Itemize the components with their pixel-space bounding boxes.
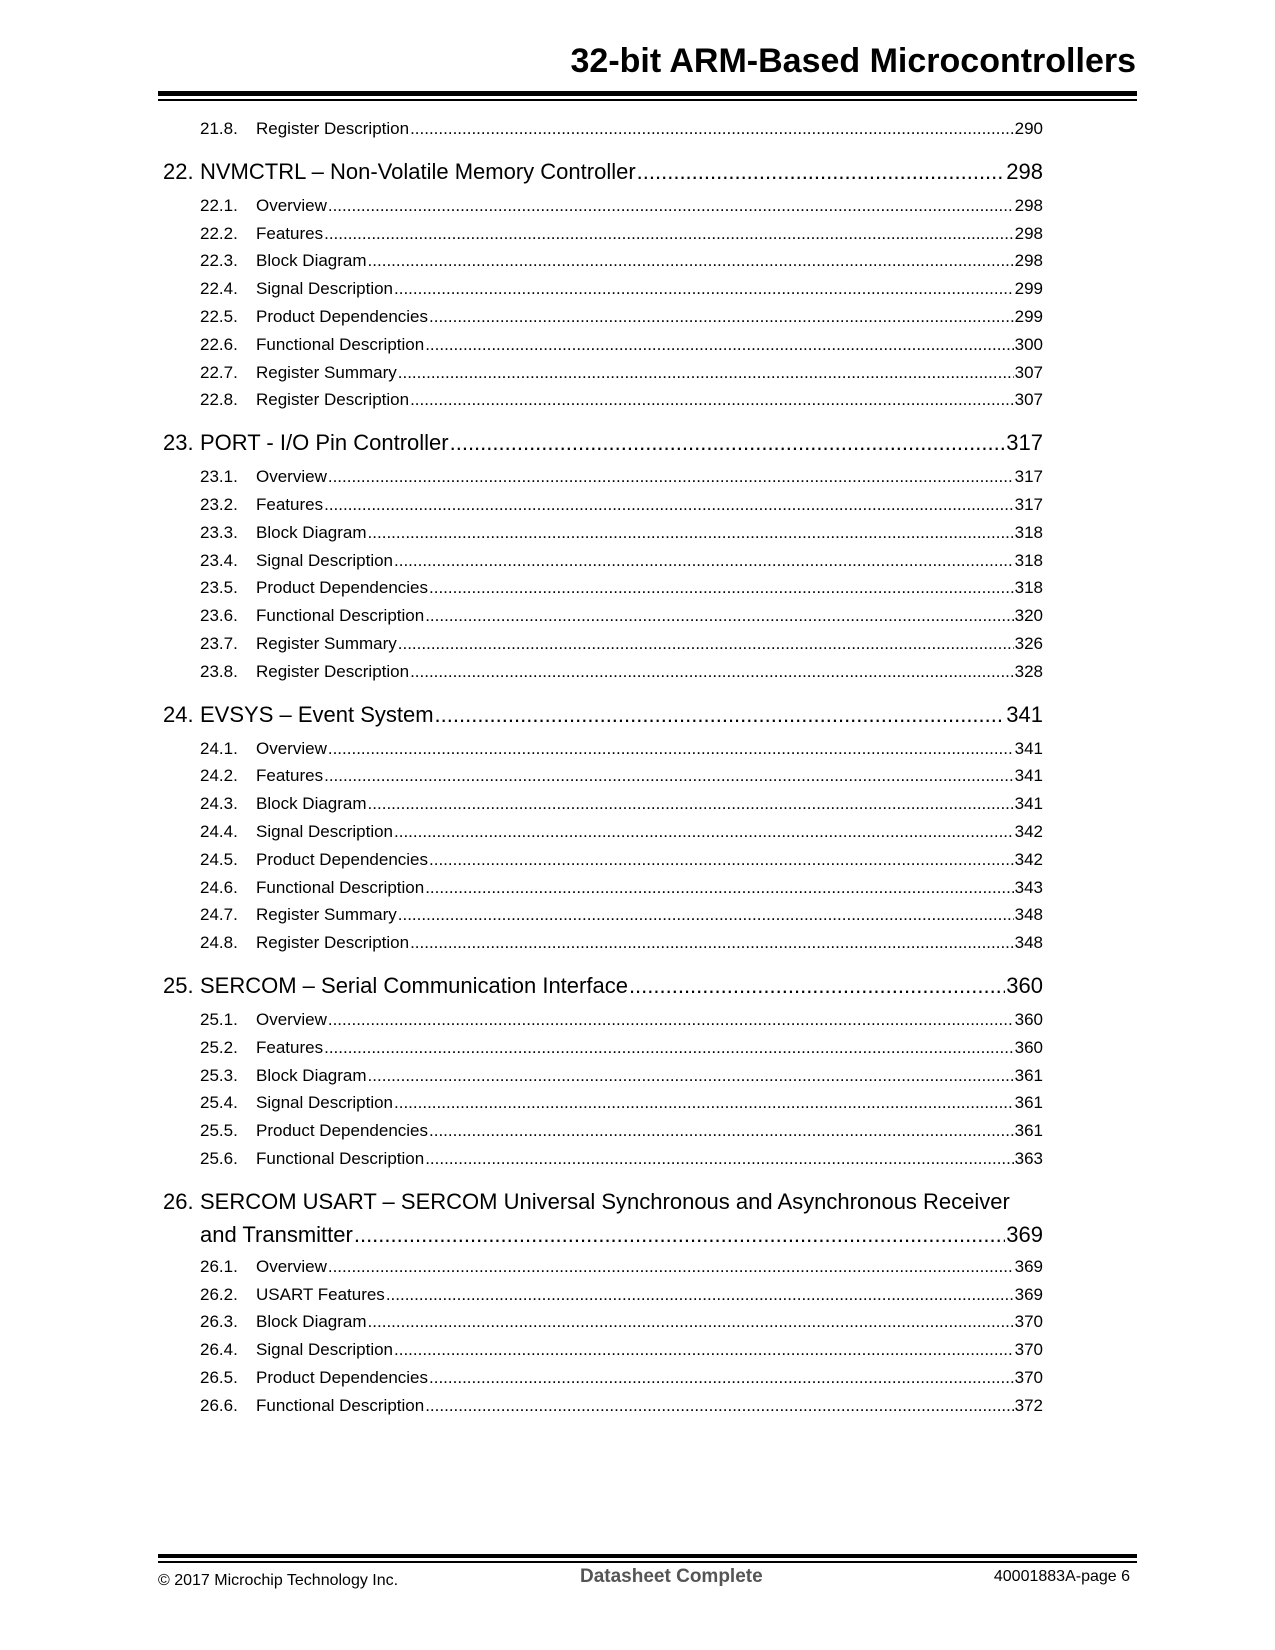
toc-entry-page: 317 bbox=[1014, 494, 1043, 514]
dot-leader bbox=[410, 119, 1014, 139]
toc-entry-number: 22.7. bbox=[200, 362, 238, 382]
dot-leader bbox=[450, 430, 1006, 456]
toc-entry-page: 341 bbox=[1014, 738, 1043, 758]
toc-entry-page: 298 bbox=[1014, 223, 1043, 243]
dot-leader bbox=[394, 279, 1014, 299]
toc-entry-page: 318 bbox=[1014, 578, 1043, 598]
toc-chapter-number: 23. bbox=[163, 430, 194, 456]
toc-chapter-page: 298 bbox=[1006, 158, 1043, 184]
toc-entry-number: 22.6. bbox=[200, 334, 238, 354]
toc-entry-page: 318 bbox=[1014, 522, 1043, 542]
toc-entry-number: 22.2. bbox=[200, 223, 238, 243]
toc-entry[interactable] bbox=[163, 495, 1043, 523]
toc-entry[interactable] bbox=[163, 766, 1043, 794]
toc-entry[interactable] bbox=[163, 363, 1043, 391]
toc-entry-title: Product Dependencies bbox=[256, 306, 429, 326]
dot-leader bbox=[429, 850, 1014, 870]
toc-entry-number: 25.5. bbox=[200, 1121, 238, 1141]
toc-entry-title: Block Diagram bbox=[256, 794, 367, 814]
dot-leader bbox=[425, 606, 1013, 626]
toc-entry-title: Features bbox=[256, 1037, 324, 1057]
toc-entry-number: 24.1. bbox=[200, 738, 238, 758]
toc-entry-number: 23.3. bbox=[200, 522, 238, 542]
toc-entry-number: 23.7. bbox=[200, 633, 238, 653]
toc-entry-title: Register Description bbox=[256, 390, 410, 410]
toc-entry-21-8[interactable] bbox=[163, 119, 1043, 147]
toc-entry[interactable] bbox=[163, 739, 1043, 767]
dot-leader bbox=[328, 467, 1014, 487]
toc-entry-title: Functional Description bbox=[256, 1395, 425, 1415]
dot-leader bbox=[429, 1121, 1014, 1141]
footer-document-status: Datasheet Complete bbox=[580, 1566, 763, 1587]
toc-entry-number: 25.6. bbox=[200, 1148, 238, 1168]
toc-entry-page: 361 bbox=[1014, 1093, 1043, 1113]
toc-entry-title: Signal Description bbox=[256, 279, 394, 299]
toc-chapter-number: 24. bbox=[163, 701, 194, 727]
toc-entry[interactable] bbox=[163, 1368, 1043, 1396]
toc-entry[interactable] bbox=[163, 1010, 1043, 1038]
toc-entry-title: Signal Description bbox=[256, 550, 394, 570]
dot-leader bbox=[386, 1285, 1014, 1305]
dot-leader bbox=[328, 739, 1014, 759]
dot-leader bbox=[324, 766, 1014, 786]
dot-leader bbox=[324, 495, 1014, 515]
toc-entry-page: 343 bbox=[1014, 877, 1043, 897]
toc-entry-number: 23.2. bbox=[200, 494, 238, 514]
toc-entry-title: Register Description bbox=[256, 661, 410, 681]
toc-entry[interactable] bbox=[163, 1257, 1043, 1285]
toc-entry-page: 298 bbox=[1014, 251, 1043, 271]
toc-entry[interactable] bbox=[163, 933, 1043, 961]
toc-entry-title: Block Diagram bbox=[256, 522, 367, 542]
toc-entry-page: 342 bbox=[1014, 821, 1043, 841]
toc-entry-title: Overview bbox=[256, 1256, 327, 1276]
toc-entry-number: 24.6. bbox=[200, 877, 238, 897]
toc-chapter-page: 317 bbox=[1006, 430, 1043, 456]
toc-entry[interactable] bbox=[163, 1149, 1043, 1177]
toc-entry[interactable] bbox=[163, 523, 1043, 551]
toc-entry[interactable] bbox=[163, 1121, 1043, 1149]
toc-entry-title: Functional Description bbox=[256, 1148, 425, 1168]
toc-entry-page: 299 bbox=[1014, 306, 1043, 326]
toc-entry-number: 22.5. bbox=[200, 306, 238, 326]
toc-entry-page: 370 bbox=[1014, 1340, 1043, 1360]
toc-entry-title: Overview bbox=[256, 467, 327, 487]
toc-entry-page: 298 bbox=[1014, 195, 1043, 215]
dot-leader bbox=[398, 905, 1014, 925]
dot-leader bbox=[368, 251, 1014, 271]
toc-entry-number: 24.4. bbox=[200, 821, 238, 841]
toc-entry[interactable] bbox=[163, 878, 1043, 906]
toc-entry-title: Block Diagram bbox=[256, 251, 367, 271]
toc-entry-page: 360 bbox=[1014, 1009, 1043, 1029]
toc-entry-title: Signal Description bbox=[256, 1340, 394, 1360]
toc-entry-title: Register Summary bbox=[256, 905, 397, 925]
toc-entry-title: Product Dependencies bbox=[256, 1367, 429, 1387]
toc-entry-title: Product Dependencies bbox=[256, 1121, 429, 1141]
toc-entry[interactable] bbox=[163, 390, 1043, 418]
dot-leader bbox=[410, 390, 1014, 410]
toc-entry[interactable] bbox=[163, 905, 1043, 933]
toc-entry-page: 317 bbox=[1014, 467, 1043, 487]
toc-entry-number: 26.5. bbox=[200, 1367, 238, 1387]
dot-leader bbox=[425, 1149, 1013, 1169]
toc-chapter-title: PORT - I/O Pin Controller bbox=[200, 430, 449, 456]
toc-chapter-title-continued: and Transmitter bbox=[200, 1221, 353, 1247]
toc-chapter-23[interactable] bbox=[163, 430, 1043, 467]
toc-entry-number: 24.5. bbox=[200, 849, 238, 869]
toc-entry-title: Signal Description bbox=[256, 821, 394, 841]
dot-leader bbox=[354, 1222, 1005, 1248]
toc-entry-number: 23.6. bbox=[200, 606, 238, 626]
toc-entry-number: 26.3. bbox=[200, 1312, 238, 1332]
dot-leader bbox=[324, 1038, 1014, 1058]
toc-entry-number: 26.2. bbox=[200, 1284, 238, 1304]
toc-entry-number: 26.4. bbox=[200, 1340, 238, 1360]
dot-leader bbox=[629, 973, 1005, 999]
dot-leader bbox=[394, 822, 1014, 842]
toc-entry-number: 25.3. bbox=[200, 1065, 238, 1085]
toc-entry-title: Signal Description bbox=[256, 1093, 394, 1113]
toc-entry-title: Functional Description bbox=[256, 606, 425, 626]
toc-entry[interactable] bbox=[163, 662, 1043, 690]
toc-entry-number: 22.4. bbox=[200, 279, 238, 299]
toc-entry-page: 342 bbox=[1014, 849, 1043, 869]
toc-entry-page: 307 bbox=[1014, 362, 1043, 382]
toc-entry-title: Features bbox=[256, 223, 324, 243]
toc-entry-page: 326 bbox=[1014, 633, 1043, 653]
toc-chapter-number: 22. bbox=[163, 158, 194, 184]
toc-entry-page: 300 bbox=[1014, 334, 1043, 354]
toc-entry-page: 341 bbox=[1014, 794, 1043, 814]
dot-leader bbox=[328, 1010, 1014, 1030]
dot-leader bbox=[435, 702, 1006, 728]
toc-entry-title: Overview bbox=[256, 195, 327, 215]
toc-entry[interactable] bbox=[163, 1312, 1043, 1340]
toc-entry-title: Register Summary bbox=[256, 633, 397, 653]
footer-copyright: © 2017 Microchip Technology Inc. bbox=[158, 1572, 399, 1589]
toc-entry[interactable] bbox=[163, 1340, 1043, 1368]
toc-chapter-number: 26. bbox=[163, 1188, 194, 1214]
toc-entry-page: 372 bbox=[1014, 1395, 1043, 1415]
toc-entry-page: 369 bbox=[1014, 1256, 1043, 1276]
toc-chapter-page: 360 bbox=[1006, 972, 1043, 998]
toc-entry-page: 341 bbox=[1014, 766, 1043, 786]
toc-entry-title: Product Dependencies bbox=[256, 578, 429, 598]
toc-entry-page: 363 bbox=[1014, 1148, 1043, 1168]
toc-entry-title: Features bbox=[256, 494, 324, 514]
toc-entry-page: 361 bbox=[1014, 1121, 1043, 1141]
toc-entry[interactable] bbox=[163, 1396, 1043, 1424]
toc-entry-page: 370 bbox=[1014, 1312, 1043, 1332]
header-rule-thin bbox=[158, 99, 1137, 101]
toc-entry[interactable] bbox=[163, 307, 1043, 335]
dot-leader bbox=[425, 878, 1013, 898]
dot-leader bbox=[410, 662, 1014, 682]
toc-entry-page: 318 bbox=[1014, 550, 1043, 570]
toc-entry-number: 25.1. bbox=[200, 1009, 238, 1029]
dot-leader bbox=[398, 634, 1014, 654]
toc-entry-page: 360 bbox=[1014, 1037, 1043, 1057]
toc-chapter-number: 25. bbox=[163, 972, 194, 998]
toc-chapter-title: SERCOM – Serial Communication Interface bbox=[200, 972, 628, 998]
dot-leader bbox=[429, 578, 1014, 598]
toc-entry-number: 24.8. bbox=[200, 933, 238, 953]
toc-entry-page: 320 bbox=[1014, 606, 1043, 626]
toc-entry-title: Functional Description bbox=[256, 877, 425, 897]
toc-entry[interactable] bbox=[163, 1066, 1043, 1094]
toc-entry[interactable] bbox=[163, 551, 1043, 579]
toc-chapter-title: NVMCTRL – Non-Volatile Memory Controller bbox=[200, 158, 636, 184]
dot-leader bbox=[324, 224, 1014, 244]
toc-entry-number: 21.8. bbox=[200, 119, 238, 138]
toc-entry[interactable] bbox=[163, 606, 1043, 634]
dot-leader bbox=[429, 307, 1014, 327]
toc-entry[interactable] bbox=[163, 822, 1043, 850]
toc-entry-page: 370 bbox=[1014, 1367, 1043, 1387]
toc-entry-number: 25.4. bbox=[200, 1093, 238, 1113]
toc-entry-number: 26.6. bbox=[200, 1395, 238, 1415]
dot-leader bbox=[394, 1093, 1014, 1113]
toc-entry-number: 25.2. bbox=[200, 1037, 238, 1057]
toc-entry[interactable] bbox=[163, 634, 1043, 662]
toc-entry-page: 290 bbox=[1014, 119, 1043, 138]
dot-leader bbox=[429, 1368, 1014, 1388]
dot-leader bbox=[394, 1340, 1014, 1360]
toc-entry[interactable] bbox=[163, 224, 1043, 252]
dot-leader bbox=[398, 363, 1014, 383]
document-title: 32-bit ARM-Based Microcontrollers bbox=[570, 42, 1136, 80]
toc-entry-title: Block Diagram bbox=[256, 1065, 367, 1085]
toc-entry-number: 24.3. bbox=[200, 794, 238, 814]
toc-entry-title: Block Diagram bbox=[256, 1312, 367, 1332]
toc-entry-title: Overview bbox=[256, 1009, 327, 1029]
toc-entry-title: Features bbox=[256, 766, 324, 786]
dot-leader bbox=[410, 933, 1014, 953]
footer-rule-thick bbox=[158, 1554, 1137, 1558]
toc-entry[interactable] bbox=[163, 279, 1043, 307]
toc-entry-page: 348 bbox=[1014, 933, 1043, 953]
dot-leader bbox=[328, 196, 1014, 216]
toc-entry[interactable] bbox=[163, 196, 1043, 224]
toc-entry[interactable] bbox=[163, 1093, 1043, 1121]
dot-leader bbox=[394, 551, 1014, 571]
toc-entry-title: Overview bbox=[256, 738, 327, 758]
toc-entry[interactable] bbox=[163, 335, 1043, 363]
toc-entry[interactable] bbox=[163, 850, 1043, 878]
toc-entry[interactable] bbox=[163, 794, 1043, 822]
toc-entry-title: Register Description bbox=[256, 933, 410, 953]
footer-page-id: 40001883A-page 6 bbox=[993, 1568, 1130, 1585]
toc-entry-page: 299 bbox=[1014, 279, 1043, 299]
toc-chapter-title: SERCOM USART – SERCOM Universal Synchronous and Asynchronous Receiver bbox=[200, 1188, 1010, 1214]
toc-entry-page: 361 bbox=[1014, 1065, 1043, 1085]
toc-chapter-24[interactable] bbox=[163, 702, 1043, 739]
footer-rule-thin bbox=[158, 1561, 1137, 1563]
toc-entry-number: 22.3. bbox=[200, 251, 238, 271]
toc-entry[interactable] bbox=[163, 578, 1043, 606]
dot-leader bbox=[425, 1396, 1013, 1416]
toc-entry[interactable] bbox=[163, 1038, 1043, 1066]
dot-leader bbox=[368, 1066, 1014, 1086]
toc-entry-number: 22.8. bbox=[200, 390, 238, 410]
toc-entry[interactable] bbox=[163, 467, 1043, 495]
toc-entry-number: 23.1. bbox=[200, 467, 238, 487]
toc-entry-page: 348 bbox=[1014, 905, 1043, 925]
toc-entry-number: 22.1. bbox=[200, 195, 238, 215]
toc-chapter-page: 369 bbox=[1006, 1221, 1043, 1247]
toc-entry-title: Functional Description bbox=[256, 334, 425, 354]
toc-entry-number: 23.5. bbox=[200, 578, 238, 598]
toc-entry-number: 24.2. bbox=[200, 766, 238, 786]
dot-leader bbox=[368, 1312, 1014, 1332]
toc-entry[interactable] bbox=[163, 1285, 1043, 1313]
toc-entry-number: 23.4. bbox=[200, 550, 238, 570]
toc-chapter-22[interactable] bbox=[163, 159, 1043, 196]
toc-entry-page: 307 bbox=[1014, 390, 1043, 410]
toc-entry-title: Register Summary bbox=[256, 362, 397, 382]
header-rule-thick bbox=[158, 91, 1137, 96]
dot-leader bbox=[368, 523, 1014, 543]
dot-leader bbox=[637, 159, 1006, 185]
table-of-contents bbox=[163, 119, 1043, 1423]
toc-entry-title: Product Dependencies bbox=[256, 849, 429, 869]
toc-entry-title: USART Features bbox=[256, 1284, 385, 1304]
toc-entry-page: 328 bbox=[1014, 661, 1043, 681]
toc-chapter-title: EVSYS – Event System bbox=[200, 701, 434, 727]
toc-chapter-26[interactable] bbox=[163, 1189, 1043, 1257]
toc-entry-title: Register Description bbox=[256, 119, 410, 138]
dot-leader bbox=[425, 335, 1013, 355]
toc-entry-page: 369 bbox=[1014, 1284, 1043, 1304]
toc-entry-number: 26.1. bbox=[200, 1256, 238, 1276]
toc-entry-number: 23.8. bbox=[200, 661, 238, 681]
toc-entry[interactable] bbox=[163, 251, 1043, 279]
dot-leader bbox=[368, 794, 1014, 814]
toc-chapter-25[interactable] bbox=[163, 973, 1043, 1010]
dot-leader bbox=[328, 1257, 1014, 1277]
toc-chapter-page: 341 bbox=[1006, 701, 1043, 727]
toc-entry-number: 24.7. bbox=[200, 905, 238, 925]
